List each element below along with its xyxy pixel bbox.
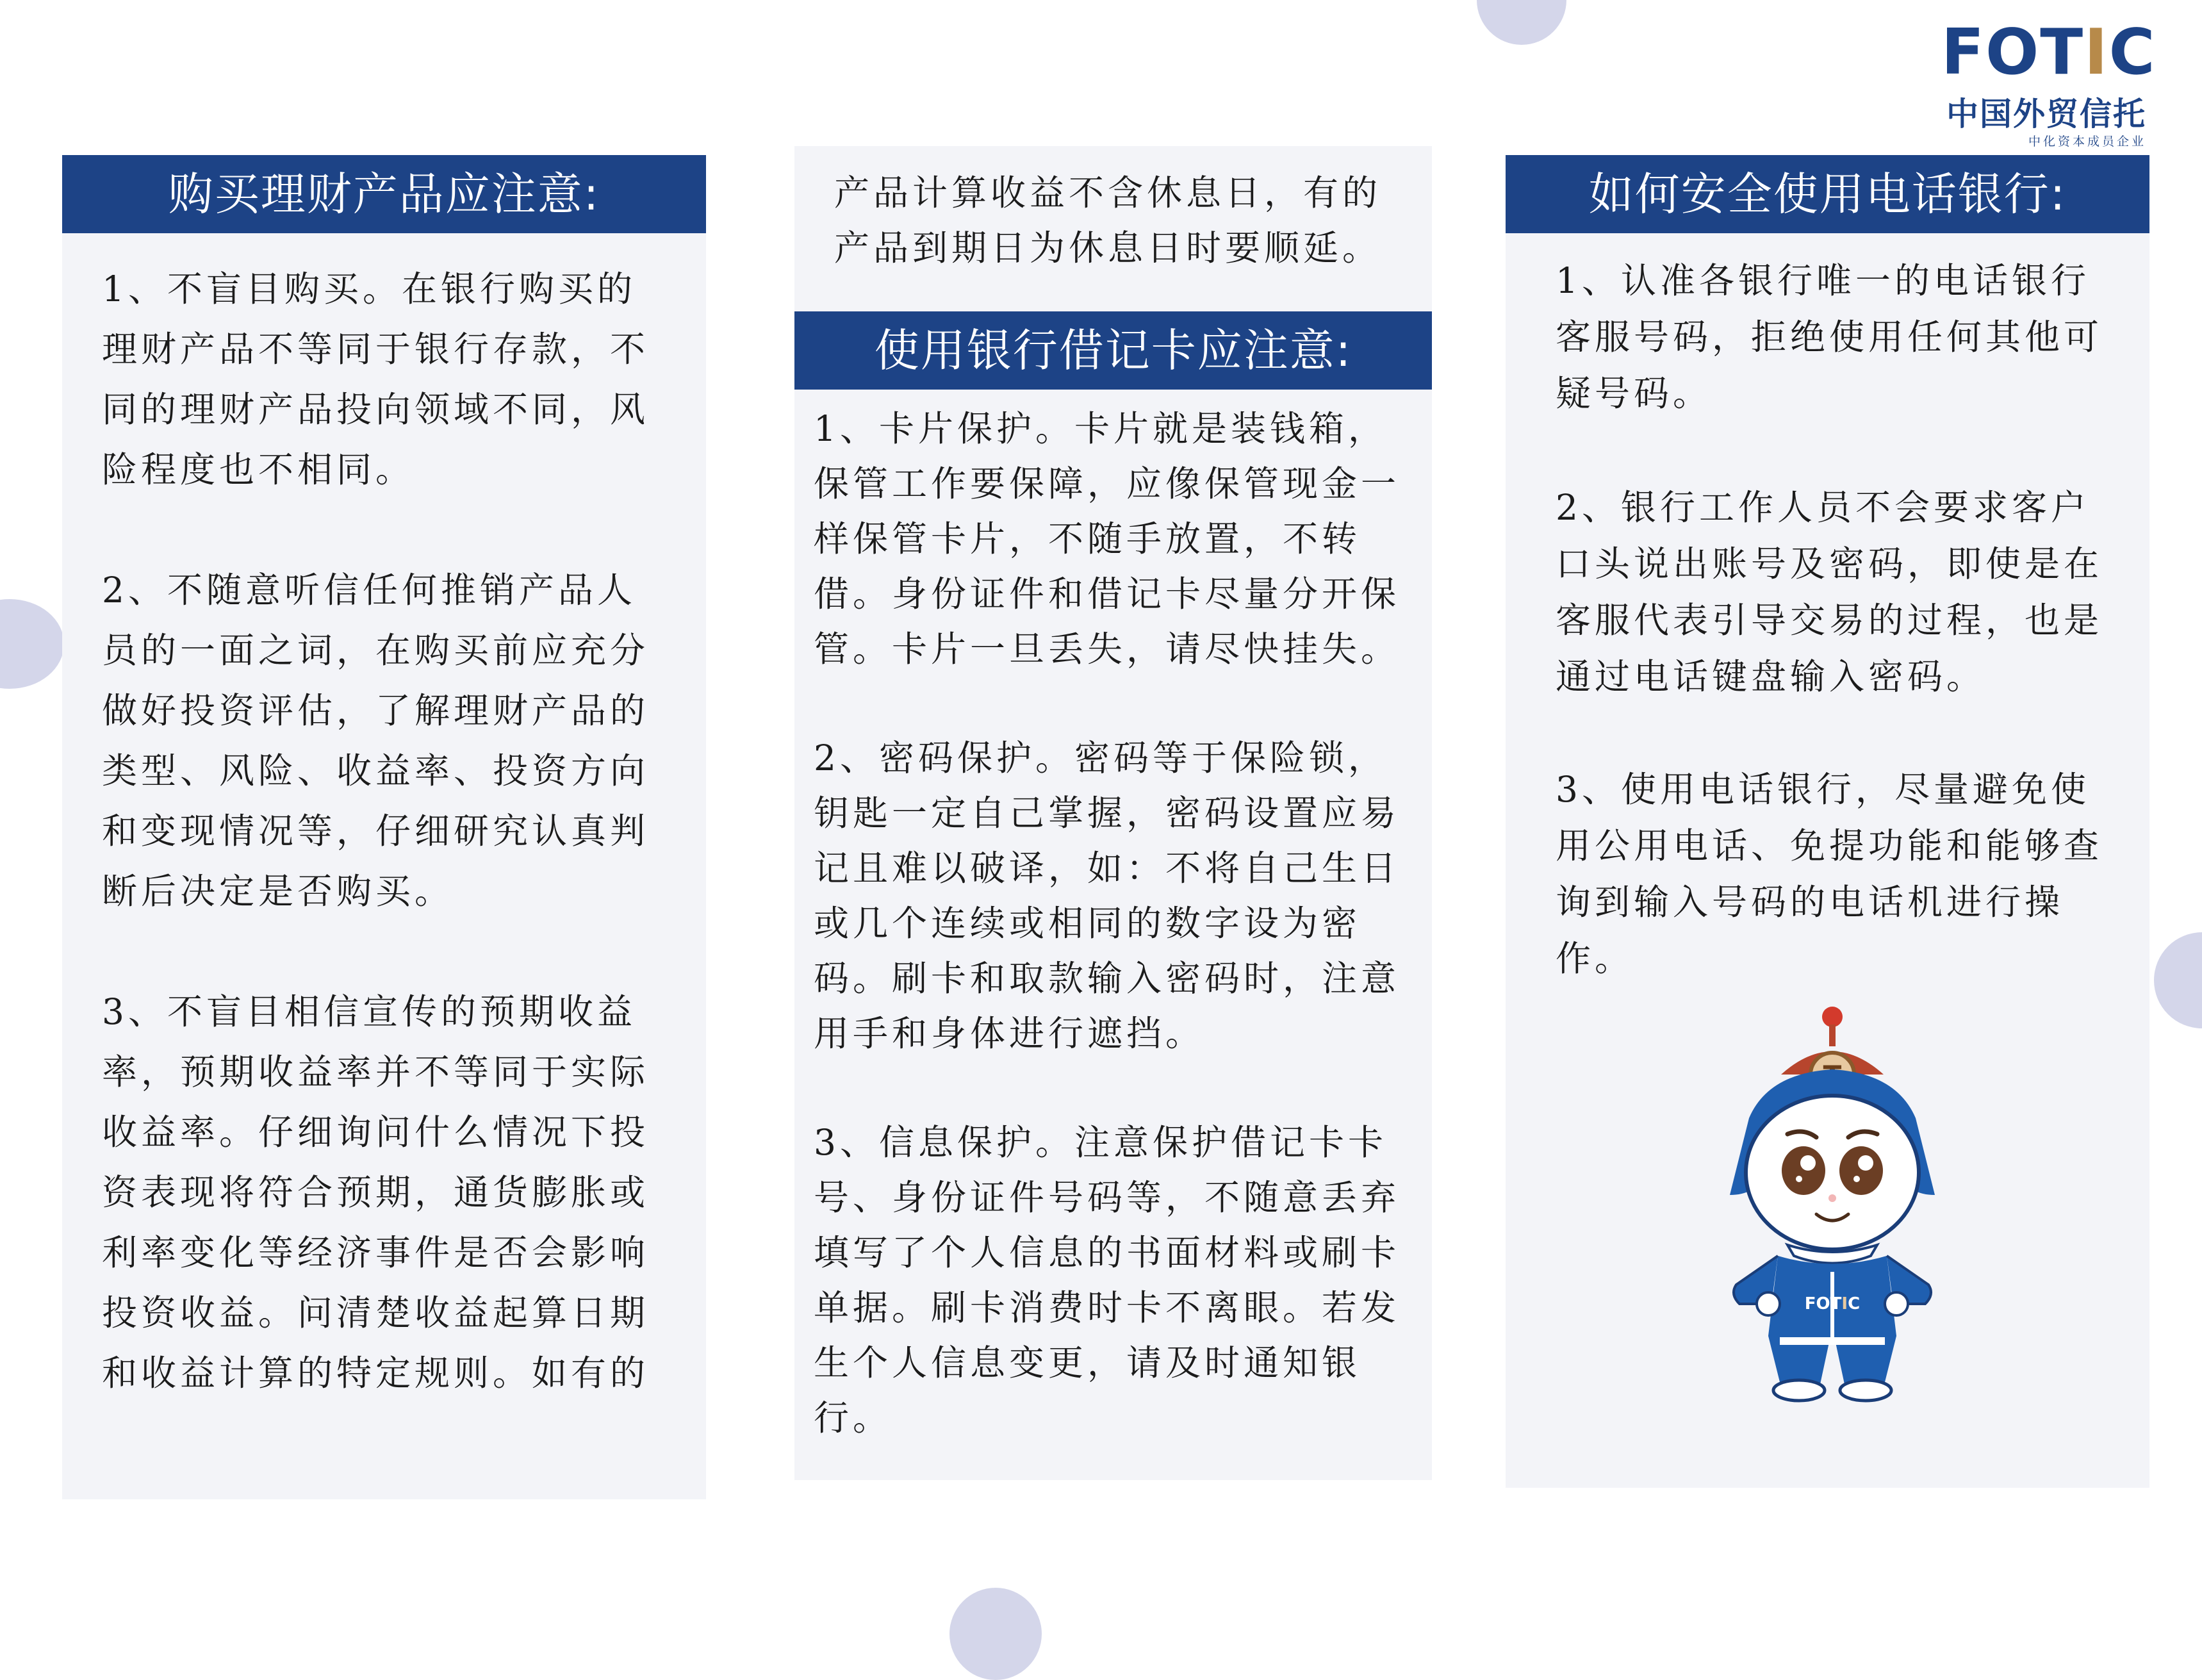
decor-dot-right bbox=[2154, 932, 2202, 1028]
column-wealth-products bbox=[62, 155, 706, 1499]
decor-dot-top bbox=[1477, 0, 1566, 45]
column-debit-card bbox=[794, 146, 1432, 1480]
column-2-title: 使用银行借记卡应注意: bbox=[794, 311, 1432, 390]
column-2-paragraph-3: 3、信息保护。注意保护借记卡卡 号、身份证件号码等，不随意丢弃 填写了个人信息的书面材料或刷卡 单据。刷卡消费时卡不离眼。若发 生个人信息变更，请及时通知银 行。 bbox=[814, 1122, 1401, 1438]
fotic-logo bbox=[1941, 16, 2157, 149]
mascot-hat-knob bbox=[1822, 1007, 1843, 1027]
column-3-paragraph-2: 2、银行工作人员不会要求客户 口头说出账号及密码，即使是在 客服代表引导交易的过程，也是 通过电话键盘输入密码。 bbox=[1556, 487, 2103, 697]
column-3-title: 如何安全使用电话银行: bbox=[1506, 155, 2149, 233]
column-1-title: 购买理财产品应注意: bbox=[62, 155, 706, 233]
decor-dot-bottom bbox=[949, 1588, 1042, 1680]
decor-dot-left bbox=[0, 599, 64, 689]
mascot-left-eye bbox=[1782, 1146, 1825, 1195]
logo-mark: FOTIC bbox=[1941, 16, 2157, 89]
mascot-right-eye bbox=[1839, 1146, 1883, 1195]
column-2-paragraph-2: 2、密码保护。密码等于保险锁， 钥匙一定自己掌握，密码设置应易 记且难以破译，如：不将自己生日 或几个连续或相同的数字设为密 码。刷卡和取款输入密码时，注意 用手和身体进行遮挡。 bbox=[814, 737, 1401, 1054]
column-1-paragraph-1: 1、不盲目购买。在银行购买的 理财产品不等同于银行存款，不 同的理财产品投向领域不同，风 险程度也不相同。 bbox=[102, 268, 650, 490]
column-1-paragraph-3: 3、不盲目相信宣传的预期收益 率，预期收益率并不等同于实际 收益率。仔细询问什么情况下投 资表现将符合预期，通货膨胀或 利率变化等经济事件是否会影响 投资收益。问清楚收益起算日期 和收益计算的特定规则。如有的 bbox=[102, 991, 650, 1394]
logo-company-name: 中国外贸信托 bbox=[1946, 95, 2146, 133]
column-3-paragraph-1: 1、认准各银行唯一的电话银行 客服号码，拒绝使用任何其他可 疑号码。 bbox=[1556, 260, 2103, 414]
column-1-paragraph-2: 2、不随意听信任何推销产品人 员的一面之词，在购买前应充分 做好投资评估，了解理财产品的 类型、风险、收益率、投资方向 和变现情况等，仔细研究认真判 断后决定是否购买。 bbox=[102, 570, 650, 912]
column-3-paragraph-3: 3、使用电话银行，尽量避免使 用公用电话、免提功能和能够查 询到输入号码的电话机进行操 作。 bbox=[1556, 769, 2103, 979]
mascot-illustration bbox=[1691, 1003, 1973, 1413]
column-2-continuation: 产品计算收益不含休息日，有的 产品到期日为休息日时要顺延。 bbox=[834, 172, 1382, 268]
mascot-face bbox=[1746, 1096, 1919, 1249]
column-2-paragraph-1: 1、卡片保护。卡片就是装钱箱， 保管工作要保障，应像保管现金一 样保管卡片，不随手放置，不转 借。身份证件和借记卡尽量分开保 管。卡片一旦丢失，请尽快挂失。 bbox=[814, 408, 1401, 670]
mascot-shirt-logo: FOTIC bbox=[1804, 1294, 1861, 1314]
logo-tagline: 中化资本成员企业 bbox=[2028, 135, 2146, 149]
